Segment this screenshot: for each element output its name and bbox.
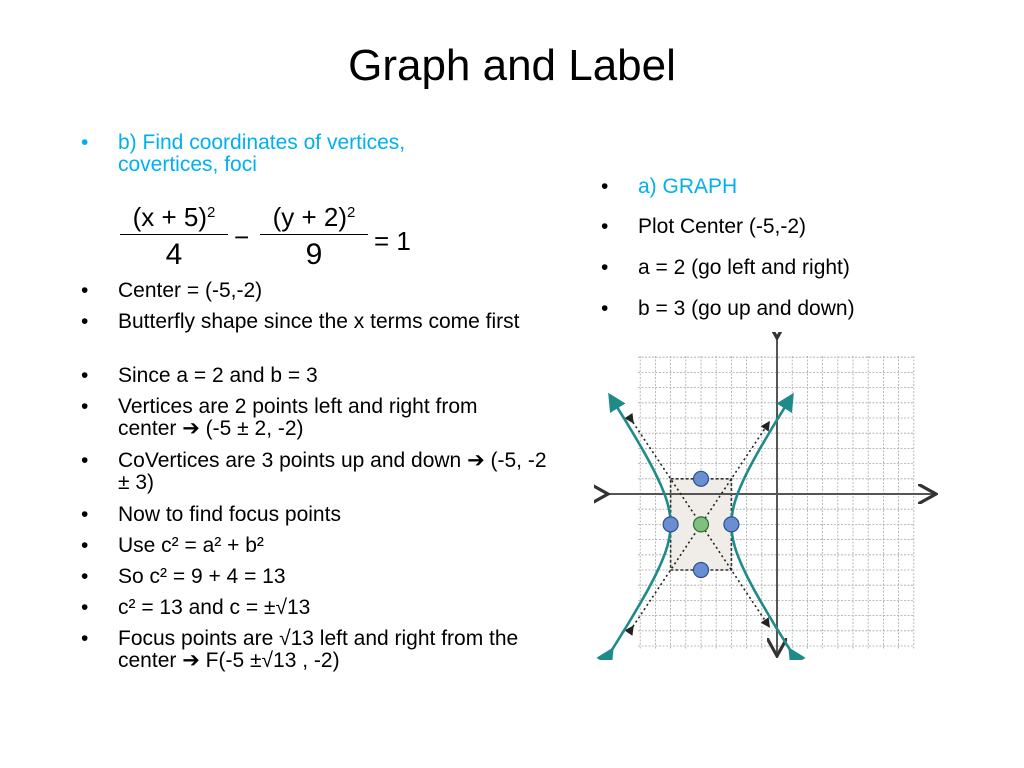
- hyperbola-graph: [594, 332, 940, 660]
- bullet-icon: •: [81, 503, 89, 526]
- bullet-icon: •: [81, 449, 89, 472]
- item-text: Center = (-5,-2): [118, 279, 263, 302]
- fraction-x: [120, 202, 228, 271]
- item-text: a = 2 (go left and right): [638, 256, 850, 279]
- list-item: [81, 565, 538, 588]
- item-result: F(-5 ±√13 , -2): [199, 649, 340, 672]
- bullet-icon: •: [81, 596, 89, 619]
- exponent-x: 2: [207, 204, 216, 221]
- bullet-icon: •: [81, 627, 89, 650]
- item-text: CoVertices are 3 points up and down: [118, 449, 468, 472]
- fraction-y: [260, 202, 368, 271]
- item-result: (-5, -2 ± 3): [118, 449, 547, 494]
- bullet-icon: •: [601, 297, 609, 320]
- denominator-x: 4: [165, 238, 183, 271]
- arrow-icon: ➔: [182, 649, 200, 672]
- equals-one: = 1: [374, 226, 411, 256]
- vertex-point-right: [724, 517, 739, 532]
- intro-text: b) Find coordinates of vertices, covertices, foci: [118, 131, 406, 176]
- vertex-point-left: [663, 517, 678, 532]
- item-text: a) GRAPH: [638, 175, 738, 198]
- center-point: [694, 517, 709, 532]
- item-text: b = 3 (go up and down): [638, 297, 855, 320]
- bullet-icon: •: [81, 131, 89, 154]
- bullet-icon: •: [601, 215, 609, 238]
- slide-title: Graph and Label: [348, 41, 676, 90]
- arrow-icon: ➔: [467, 449, 485, 472]
- exponent-y: 2: [347, 204, 356, 221]
- bullet-icon: •: [81, 395, 89, 418]
- denominator-y: 9: [305, 238, 323, 271]
- item-result: (-5 ± 2, -2): [199, 417, 304, 440]
- list-item: [601, 297, 938, 320]
- list-item: [601, 215, 938, 238]
- list-item: [81, 449, 548, 494]
- item-text: Vertices are 2 points left and right from center: [118, 395, 478, 440]
- list-item-graph: [601, 175, 938, 198]
- list-item-intro: [81, 131, 498, 176]
- item-text: Plot Center (-5,-2): [638, 215, 807, 238]
- graph-svg: [594, 332, 940, 660]
- bullet-icon: •: [81, 565, 89, 588]
- list-item: [81, 310, 538, 333]
- list-item: [601, 256, 938, 279]
- item-text: So c² = 9 + 4 = 13: [118, 565, 286, 588]
- list-item: [81, 503, 538, 526]
- bullet-icon: •: [81, 310, 89, 333]
- fraction-bar: [260, 234, 368, 235]
- list-item: [81, 364, 538, 387]
- list-item: [81, 596, 538, 619]
- numerator-x: (x + 5): [132, 202, 208, 232]
- bullet-icon: •: [81, 534, 89, 557]
- numerator-y: (y + 2): [272, 202, 348, 232]
- item-text: Since a = 2 and b = 3: [118, 364, 318, 387]
- covertex-point-bottom: [694, 563, 709, 578]
- list-item: [81, 395, 538, 440]
- item-text: Now to find focus points: [118, 503, 341, 526]
- item-text: Butterfly shape since the x terms come first: [118, 310, 520, 333]
- item-text: Use c² = a² + b²: [118, 534, 264, 557]
- item-text: Focus points are √13 left and right from the center: [118, 627, 519, 672]
- covertex-point-top: [694, 471, 709, 486]
- minus-sign: −: [234, 222, 250, 252]
- bullet-icon: •: [601, 175, 609, 198]
- bullet-icon: •: [81, 279, 89, 302]
- item-text: c² = 13 and c = ±√13: [118, 596, 311, 619]
- bullet-icon: •: [601, 256, 609, 279]
- hyperbola-equation: [120, 202, 420, 284]
- arrow-icon: ➔: [182, 417, 200, 440]
- list-item: [81, 627, 538, 672]
- list-item: [81, 279, 538, 302]
- bullet-icon: •: [81, 364, 89, 387]
- fraction-bar: [120, 234, 228, 235]
- list-item: [81, 534, 538, 557]
